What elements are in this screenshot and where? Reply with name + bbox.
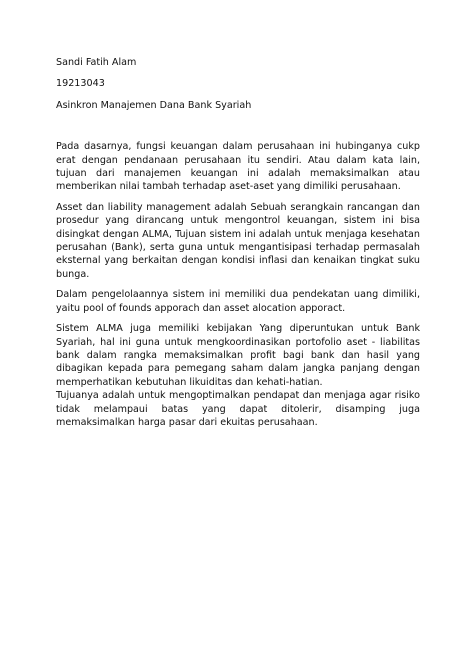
- author-name: Sandi Fatih Alam: [56, 57, 137, 68]
- paragraph-2: Asset dan liability management adalah Sebuah serangkain rancangan dan prosedur yang dirancang untuk mengontrol keuangan, sistem ini bisa disingkat dengan ALMA, Tujuan sistem ini adalah untuk menjaga kesehatan perusahan (Bank), serta guna untuk mengantisipasi terhadap permasalah eksternal yang berkaitan dengan kondisi inflasi dan kenaikan tingkat suku bunga.: [56, 201, 420, 280]
- paragraph-1: Pada dasarnya, fungsi keuangan dalam perusahaan ini hubinganya cukp erat dengan pendanaan perusahaan itu sendiri. Atau dalam kata lain, tujuan dari manajemen keuangan ini adalah memaksimalkan atau memberikan nilai tambah terhadap aset-aset yang dimiliki perusahaan.: [56, 141, 420, 193]
- paragraph-5: Tujuanya adalah untuk mengoptimalkan pendapat dan menjaga agar risiko tidak melampaui batas yang dapat ditolerir, disamping juga memaksimalkan harga pasar dari ekuitas perusahaan.: [56, 390, 420, 428]
- document-title: Asinkron Manajemen Dana Bank Syariah: [56, 99, 252, 111]
- document-body: [56, 56, 420, 436]
- student-id: 19213043: [56, 78, 105, 90]
- paragraph-4: Sistem ALMA juga memiliki kebijakan Yang diperuntukan untuk Bank Syariah, hal ini guna untuk mengkoordinasikan portofolio aset - liabilitas bank dalam rangka memaksimalkan profit bagi bank dan hasil yang dibagikan kepada para pemegang saham dalam jangka panjang dengan memperhatikan kebutuhan likuiditas dan kehati-hatian.: [56, 323, 420, 388]
- paragraph-3: Dalam pengelolaannya sistem ini memiliki dua pendekatan uang dimiliki, yaitu pool of founds apporach dan asset alocation apporact.: [56, 289, 420, 314]
